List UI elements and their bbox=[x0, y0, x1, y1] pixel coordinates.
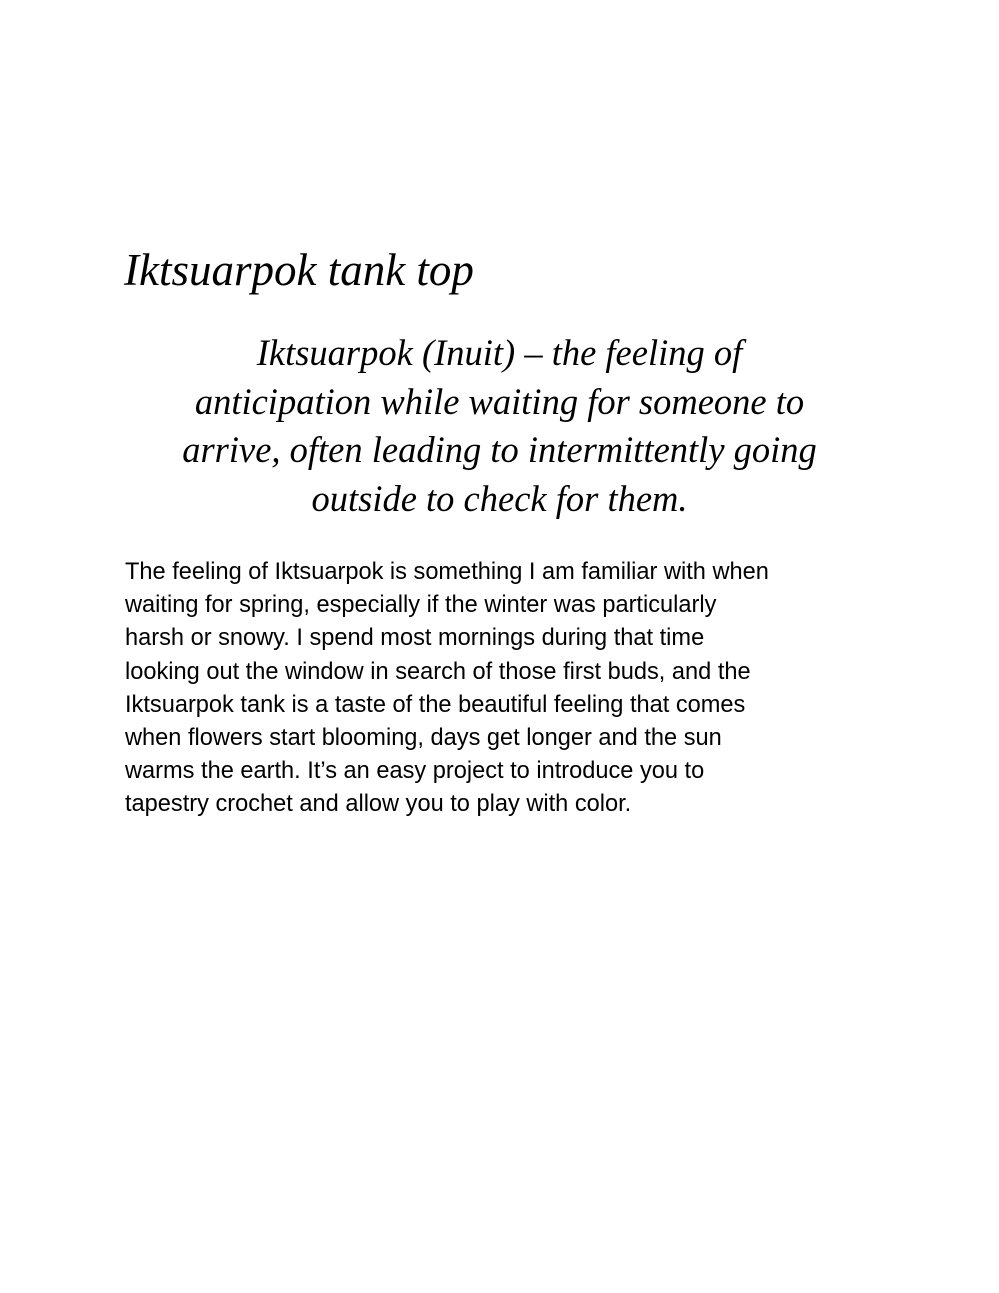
definition-line: anticipation while waiting for someone to bbox=[194, 380, 805, 422]
body-line: tapestry crochet and allow you to play with color. bbox=[125, 791, 632, 818]
body-line: The feeling of Iktsuarpok is something I am familiar with when bbox=[125, 559, 769, 585]
definition-line: arrive, often leading to intermittently going bbox=[182, 429, 817, 471]
body-line: Iktsuarpok tank is a taste of the beautiful feeling that comes bbox=[125, 691, 746, 718]
body-line: looking out the window in search of those first buds, and the bbox=[125, 658, 751, 685]
body-line: warms the earth. It’s an easy project to introduce you to bbox=[125, 758, 705, 785]
definition-quote bbox=[100, 329, 899, 523]
definition-line: Iktsuarpok (Inuit) – the feeling of bbox=[256, 332, 743, 373]
body-line: waiting for spring, especially if the winter was particularly bbox=[125, 592, 717, 619]
body-line: harsh or snowy. I spend most mornings during that time bbox=[125, 625, 705, 652]
definition-line: outside to check for them. bbox=[311, 477, 688, 519]
body-line: when flowers start blooming, days get longer and the sun bbox=[125, 725, 722, 752]
page-title: Iktsuarpok tank top bbox=[124, 245, 474, 295]
body-paragraph bbox=[125, 556, 925, 822]
